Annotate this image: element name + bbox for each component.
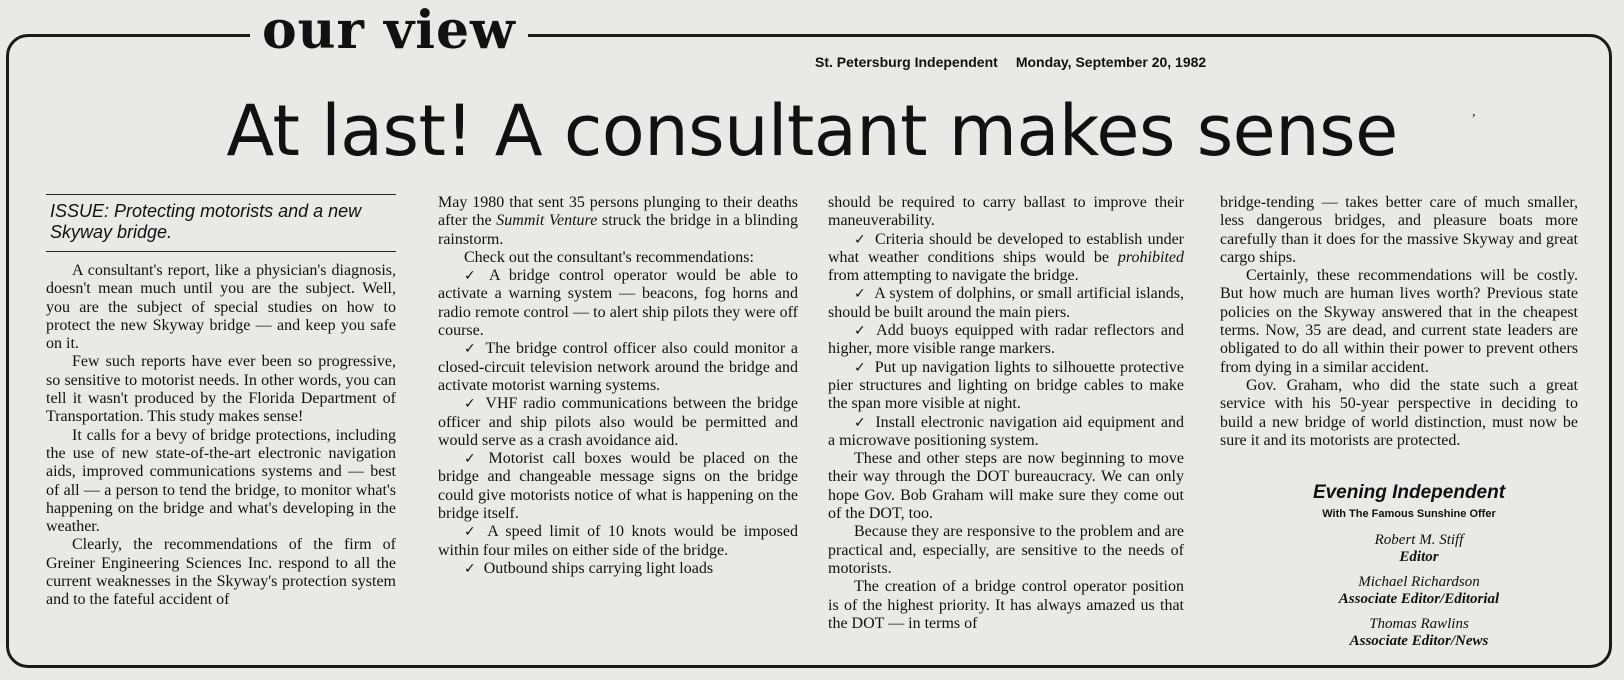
check-icon: ✓ [464,560,476,577]
paragraph: A consultant's report, like a physician's diagnosis, doesn't mean much until you are the subject. Well, you are the subject of special studies on how to protect the new Skyway bridge — and keep you safe on it. [46,262,396,353]
paragraph: Few such reports have ever been so progressive, so sensitive to motorist needs. In other words, you can tell it wasn't produced by the Florida Department of Transportation. This study makes sense! [46,353,396,426]
check-icon: ✓ [854,359,867,376]
paragraph: Gov. Graham, who did the state such a great service with his 50-year perspective in deciding to build a new bridge of world distinction, must now be sure it and its motorists are protected. [1220,376,1578,449]
paragraph: bridge-tending — takes better care of much smaller, less dangerous bridges, and pleasure boats more carefully than it does for the massive Skyway and great cargo ships. [1220,194,1578,266]
recommendation-item [828,414,1184,451]
recommendation-text: Outbound ships carrying light loads [483,559,714,577]
recommendation-text: VHF radio communications between the bridge officer and ship pilots also would be permitted and would serve as a crash avoidance aid. [438,395,798,449]
column-4 [1220,194,1578,650]
text-run: May 1980 that sent 35 persons plunging to their deaths after the [438,194,798,230]
recommendation-text: A system of dolphins, or small artificial islands, should be built around the main piers. [828,285,1185,321]
text-run: struck the bridge in a blinding rainstorm. [438,212,799,248]
column-3 [828,194,1184,633]
staff-title: Associate Editor/Editorial [1338,590,1500,607]
masthead-name: Evening Independent [1312,482,1506,504]
staff-entry [1290,616,1548,650]
recommendation-item [828,231,1184,286]
staff-name: Robert M. Stiff [1374,531,1464,548]
staff-name: Thomas Rawlins [1369,615,1469,632]
check-icon: ✓ [464,396,478,413]
text-run: Criteria should be developed to establish under what weather conditions ships would be [828,230,1185,266]
recommendation-item [438,340,798,395]
publication-date: Monday, September 20, 1982 [1015,54,1207,70]
check-icon: ✓ [854,231,868,248]
dateline [815,54,1224,70]
emphasis: prohibited [1117,248,1184,266]
staff-entry [1290,574,1548,608]
recommendation-text: A bridge control operator would be able to activate a warning system — beacons, fog horns and radio remote control — to alert ship pilots they were off course. [438,267,798,340]
recommendation-text: The bridge control officer also could monitor a closed-circuit television network around the bridge and activate motorist warning systems. [438,340,798,394]
check-icon: ✓ [464,341,478,358]
print-mark: ʼ [1471,112,1476,127]
headline: At last! A consultant makes sense [226,90,1398,172]
section-kicker: our view [250,2,528,60]
recommendation-item [438,450,798,523]
newspaper-name: St. Petersburg Independent [815,54,998,70]
paragraph: Check out the consultant's recommendations: [464,248,754,266]
check-icon: ✓ [854,323,869,340]
recommendation-item [438,267,798,340]
paragraph: Clearly, the recommendations of the firm of Greiner Engineering Sciences Inc. respond to all the current weaknesses in the Skyway's protection system and to the fateful accident of [46,536,396,609]
recommendation-item [438,560,798,578]
recommendation-text: A speed limit of 10 knots would be imposed within four miles on either side of the bridge. [438,523,798,559]
recommendation-item [828,359,1184,414]
recommendation-text: Put up navigation lights to silhouette protective pier structures and lighting on bridge cables to make the span more visible at night. [828,358,1184,413]
recommendation-text: Install electronic navigation aid equipment and a microwave positioning system. [828,413,1184,449]
paragraph: Certainly, these recommendations will be costly. But how much are human lives worth? Previous state policies on the Skyway answered that in the cheapest terms. Now, 35 are dead, and current state leaders are obligated to do all within their power to prevent others from dying in a similar accident. [1220,267,1578,376]
check-icon: ✓ [854,286,867,303]
paragraph: These and other steps are now beginning to move their way through the DOT bureaucracy. We can only hope Gov. Bob Graham will make sure they come out of the DOT, too. [828,450,1184,523]
recommendation-item [828,285,1184,322]
column-2 [438,194,798,578]
check-icon: ✓ [854,414,868,431]
paragraph: It calls for a bevy of bridge protections, including the use of new state-of-the-art electronic navigation aids, improved communications systems and — best of all — a person to tend the bridge, to monitor what's happening on the bridge and what's developing in the weather. [46,426,396,536]
masthead [1220,484,1578,650]
check-icon: ✓ [464,451,481,468]
paragraph [438,194,798,249]
recommendation-text: Motorist call boxes would be placed on the bridge and changeable message signs on the bridge could give motorists notice of what is happening on the bridge itself. [438,450,799,523]
recommendation-item [438,395,798,450]
issue-box: ISSUE: Protecting motorists and a new Skyway bridge. [46,194,396,252]
staff-title: Editor [1399,548,1439,565]
staff-name: Michael Richardson [1358,573,1480,590]
paragraph: should be required to carry ballast to improve their maneuverability. [828,194,1184,230]
text-run: from attempting to navigate the bridge. [828,267,1079,285]
masthead-offer: With The Famous Sunshine Offer [1322,508,1496,521]
check-icon: ✓ [464,524,480,541]
recommendation-text: Add buoys equipped with radar reflectors and higher, more visible range markers. [828,322,1184,358]
staff-entry [1290,532,1548,566]
paragraph: The creation of a bridge control operator position is of the highest priority. It has always amazed us that the DOT — in terms of [828,578,1184,632]
recommendation-item [828,322,1184,359]
column-1 [46,194,396,610]
paragraph: Because they are responsive to the problem and are practical and, especially, are sensitive to the needs of motorists. [828,523,1184,577]
check-icon: ✓ [464,268,481,285]
staff-title: Associate Editor/News [1349,632,1489,649]
ship-name: Summit Venture [496,212,598,230]
recommendation-item [438,523,798,560]
